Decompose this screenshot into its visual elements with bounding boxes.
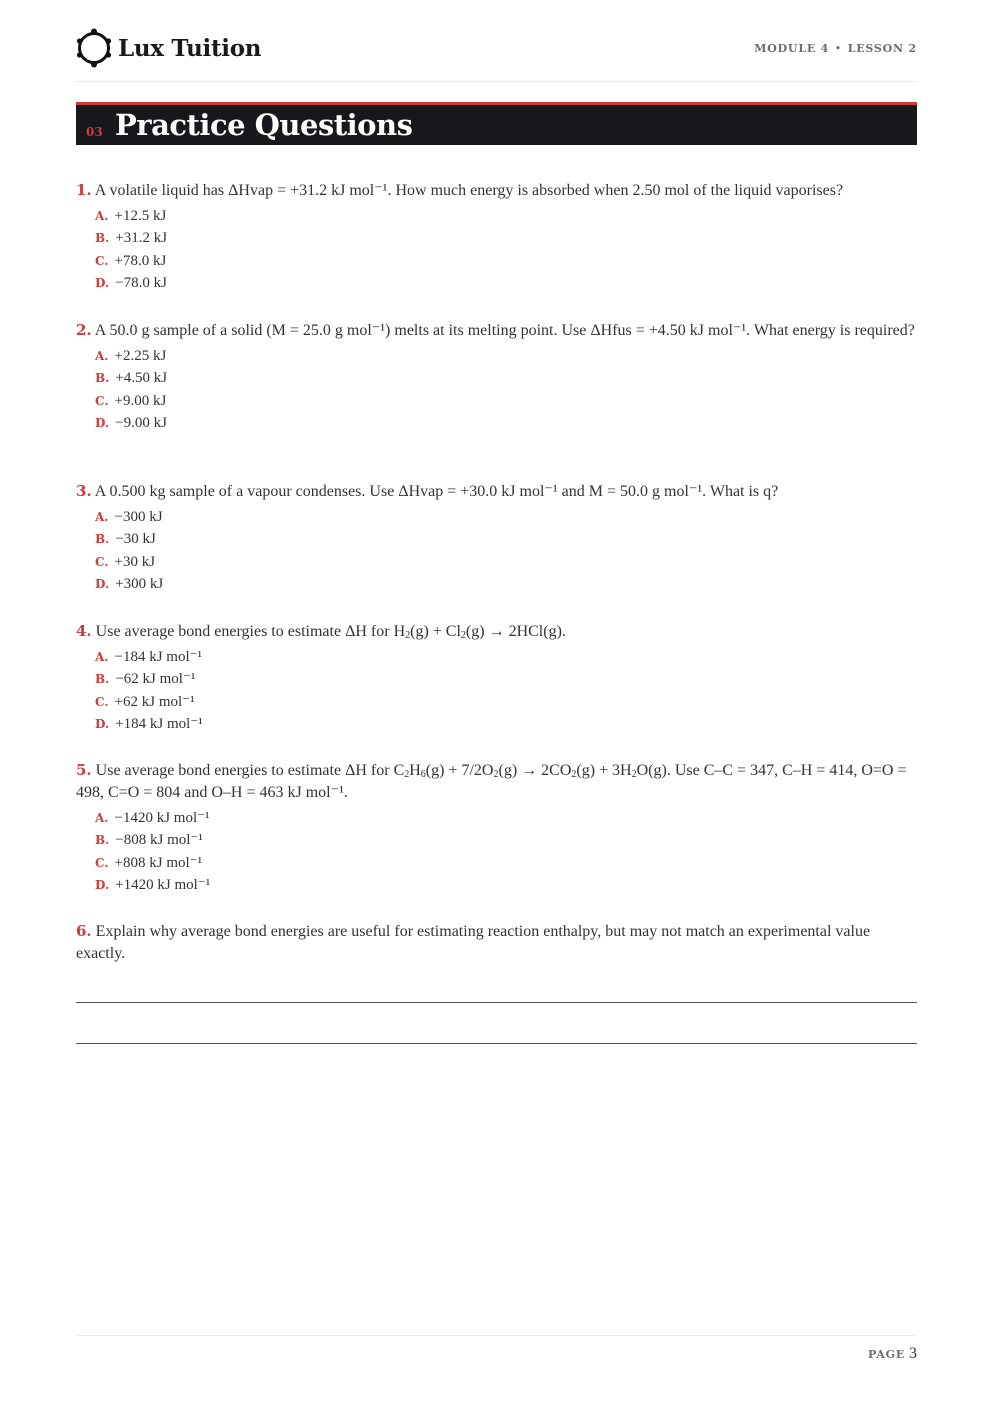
page-footer — [76, 1335, 917, 1362]
option-text: −184 kJ mol⁻¹ — [114, 649, 203, 665]
option-text: +808 kJ mol⁻¹ — [114, 854, 203, 871]
question-text — [76, 179, 917, 202]
option-letter: D. — [95, 716, 110, 731]
option-d[interactable] — [95, 874, 917, 896]
option-letter: A. — [95, 650, 109, 664]
option-list — [95, 506, 917, 595]
option-text: −1420 kJ mol⁻¹ — [114, 810, 210, 826]
answer-line-1[interactable] — [76, 1002, 917, 1003]
option-text: −62 kJ mol⁻¹ — [115, 671, 196, 688]
question-text — [76, 759, 917, 804]
text-run: Use average bond energies to estimate ΔH for H — [95, 623, 406, 640]
subscript: 2 — [631, 769, 637, 780]
module-text: MODULE 4 — [754, 42, 830, 55]
question-5 — [76, 759, 917, 896]
option-list — [95, 205, 917, 294]
option-letter: C. — [95, 554, 109, 569]
text-run: (g) + 7/2O — [425, 762, 494, 779]
brand-logo — [76, 28, 261, 68]
option-list — [95, 345, 917, 434]
option-letter: C. — [95, 694, 109, 709]
option-c[interactable] — [95, 390, 917, 412]
option-list — [95, 807, 917, 896]
option-text: +2.25 kJ — [114, 348, 167, 364]
option-letter: A. — [95, 811, 109, 825]
module-lesson-label — [754, 42, 917, 55]
question-3 — [76, 480, 917, 595]
page-number-label — [868, 1345, 917, 1363]
option-letter: B. — [95, 833, 110, 848]
question-text — [76, 319, 917, 342]
compass-ring-icon — [76, 28, 112, 68]
option-a[interactable] — [95, 205, 917, 227]
text-run: (g) + Cl — [410, 623, 461, 640]
option-list — [95, 646, 917, 735]
text-run: O(g). Use C–C = 347, C–H = 414, O=O = 498, C=O = 804 and O–H = 463 kJ mol⁻¹. — [76, 762, 907, 801]
option-b[interactable] — [95, 829, 917, 851]
option-a[interactable] — [95, 807, 917, 829]
option-a[interactable] — [95, 646, 917, 668]
section-header — [76, 102, 917, 145]
question-number: 3. — [76, 482, 92, 500]
text-run: (g) → 2CO — [498, 762, 572, 779]
question-number: 5. — [76, 761, 92, 779]
question-body: A 50.0 g sample of a solid (M = 25.0 g mol⁻¹) melts at its melting point. Use ΔHfus = +4.50 kJ mol⁻¹. What energy is required? — [94, 322, 915, 339]
worksheet-page — [76, 0, 917, 1404]
subscript: 2 — [404, 769, 410, 780]
option-text: −30 kJ — [115, 531, 156, 548]
answer-line-2[interactable] — [76, 1043, 917, 1044]
option-letter: B. — [95, 371, 110, 386]
option-text: −300 kJ — [114, 509, 163, 525]
option-text: +30 kJ — [114, 553, 156, 570]
lesson-text: LESSON 2 — [847, 42, 917, 55]
question-text — [76, 920, 917, 965]
option-letter: A. — [95, 349, 109, 363]
question-body: Explain why average bond energies are useful for estimating reaction enthalpy, but may not match an experimental value exactly. — [76, 923, 871, 962]
text-run: (g) + 3H — [576, 762, 632, 779]
section-title: Practice Questions — [115, 108, 413, 142]
option-letter: A. — [95, 209, 109, 223]
option-c[interactable] — [95, 852, 917, 874]
question-text — [76, 620, 917, 643]
subscript: 2 — [493, 769, 499, 780]
question-body — [76, 762, 906, 801]
text-run: Use average bond energies to estimate ΔH for C — [95, 762, 405, 779]
option-b[interactable] — [95, 367, 917, 389]
option-letter: B. — [95, 231, 110, 246]
option-text: +12.5 kJ — [114, 208, 167, 224]
option-letter: D. — [95, 877, 110, 892]
question-2 — [76, 319, 917, 434]
option-letter: D. — [95, 275, 110, 290]
option-letter: D. — [95, 576, 110, 591]
question-number: 6. — [76, 922, 92, 940]
option-c[interactable] — [95, 551, 917, 573]
option-b[interactable] — [95, 528, 917, 550]
option-letter: C. — [95, 855, 109, 870]
option-a[interactable] — [95, 506, 917, 528]
page-word: PAGE — [868, 1348, 905, 1361]
option-text: +4.50 kJ — [115, 370, 168, 387]
question-body: A 0.500 kg sample of a vapour condenses. Use ΔHvap = +30.0 kJ mol⁻¹ and M = 50.0 g mol⁻¹. What is q? — [94, 483, 779, 500]
option-b[interactable] — [95, 227, 917, 249]
question-body — [96, 623, 566, 640]
text-run: (g) → 2HCl(g). — [465, 623, 566, 640]
option-text: −9.00 kJ — [115, 414, 167, 431]
option-d[interactable] — [95, 412, 917, 434]
option-letter: D. — [95, 415, 110, 430]
option-d[interactable] — [95, 272, 917, 294]
section-number: 03 — [86, 125, 103, 139]
subscript: 2 — [460, 630, 466, 641]
option-text: −78.0 kJ — [115, 274, 167, 291]
option-b[interactable] — [95, 668, 917, 690]
option-letter: A. — [95, 510, 109, 524]
option-c[interactable] — [95, 250, 917, 272]
option-text: +184 kJ mol⁻¹ — [115, 715, 203, 732]
option-d[interactable] — [95, 713, 917, 735]
question-number: 4. — [76, 622, 92, 640]
page-number: 3 — [909, 1345, 917, 1362]
question-number: 2. — [76, 321, 92, 339]
page-header — [76, 28, 917, 82]
option-c[interactable] — [95, 691, 917, 713]
option-text: +78.0 kJ — [114, 252, 167, 269]
question-4 — [76, 620, 917, 735]
option-letter: B. — [95, 532, 110, 547]
separator-dot: • — [835, 43, 842, 54]
option-d[interactable] — [95, 573, 917, 595]
option-text: +62 kJ mol⁻¹ — [114, 693, 195, 710]
question-number: 1. — [76, 181, 92, 199]
brand-name: Lux Tuition — [118, 34, 262, 62]
question-1 — [76, 179, 917, 294]
option-a[interactable] — [95, 345, 917, 367]
option-text: +9.00 kJ — [114, 392, 167, 409]
subscript: 2 — [571, 769, 577, 780]
option-text: +31.2 kJ — [115, 230, 168, 247]
option-letter: C. — [95, 253, 109, 268]
subscript: 2 — [405, 630, 411, 641]
question-6 — [76, 920, 917, 965]
question-text — [76, 480, 917, 503]
option-letter: C. — [95, 393, 109, 408]
option-letter: B. — [95, 672, 110, 687]
option-text: −808 kJ mol⁻¹ — [115, 832, 203, 849]
subscript: 6 — [420, 769, 426, 780]
option-text: +300 kJ — [115, 575, 164, 592]
option-text: +1420 kJ mol⁻¹ — [115, 876, 211, 893]
text-run: H — [409, 762, 421, 779]
question-body: A volatile liquid has ΔHvap = +31.2 kJ mol⁻¹. How much energy is absorbed when 2.50 mol of the liquid vaporises? — [94, 182, 844, 199]
